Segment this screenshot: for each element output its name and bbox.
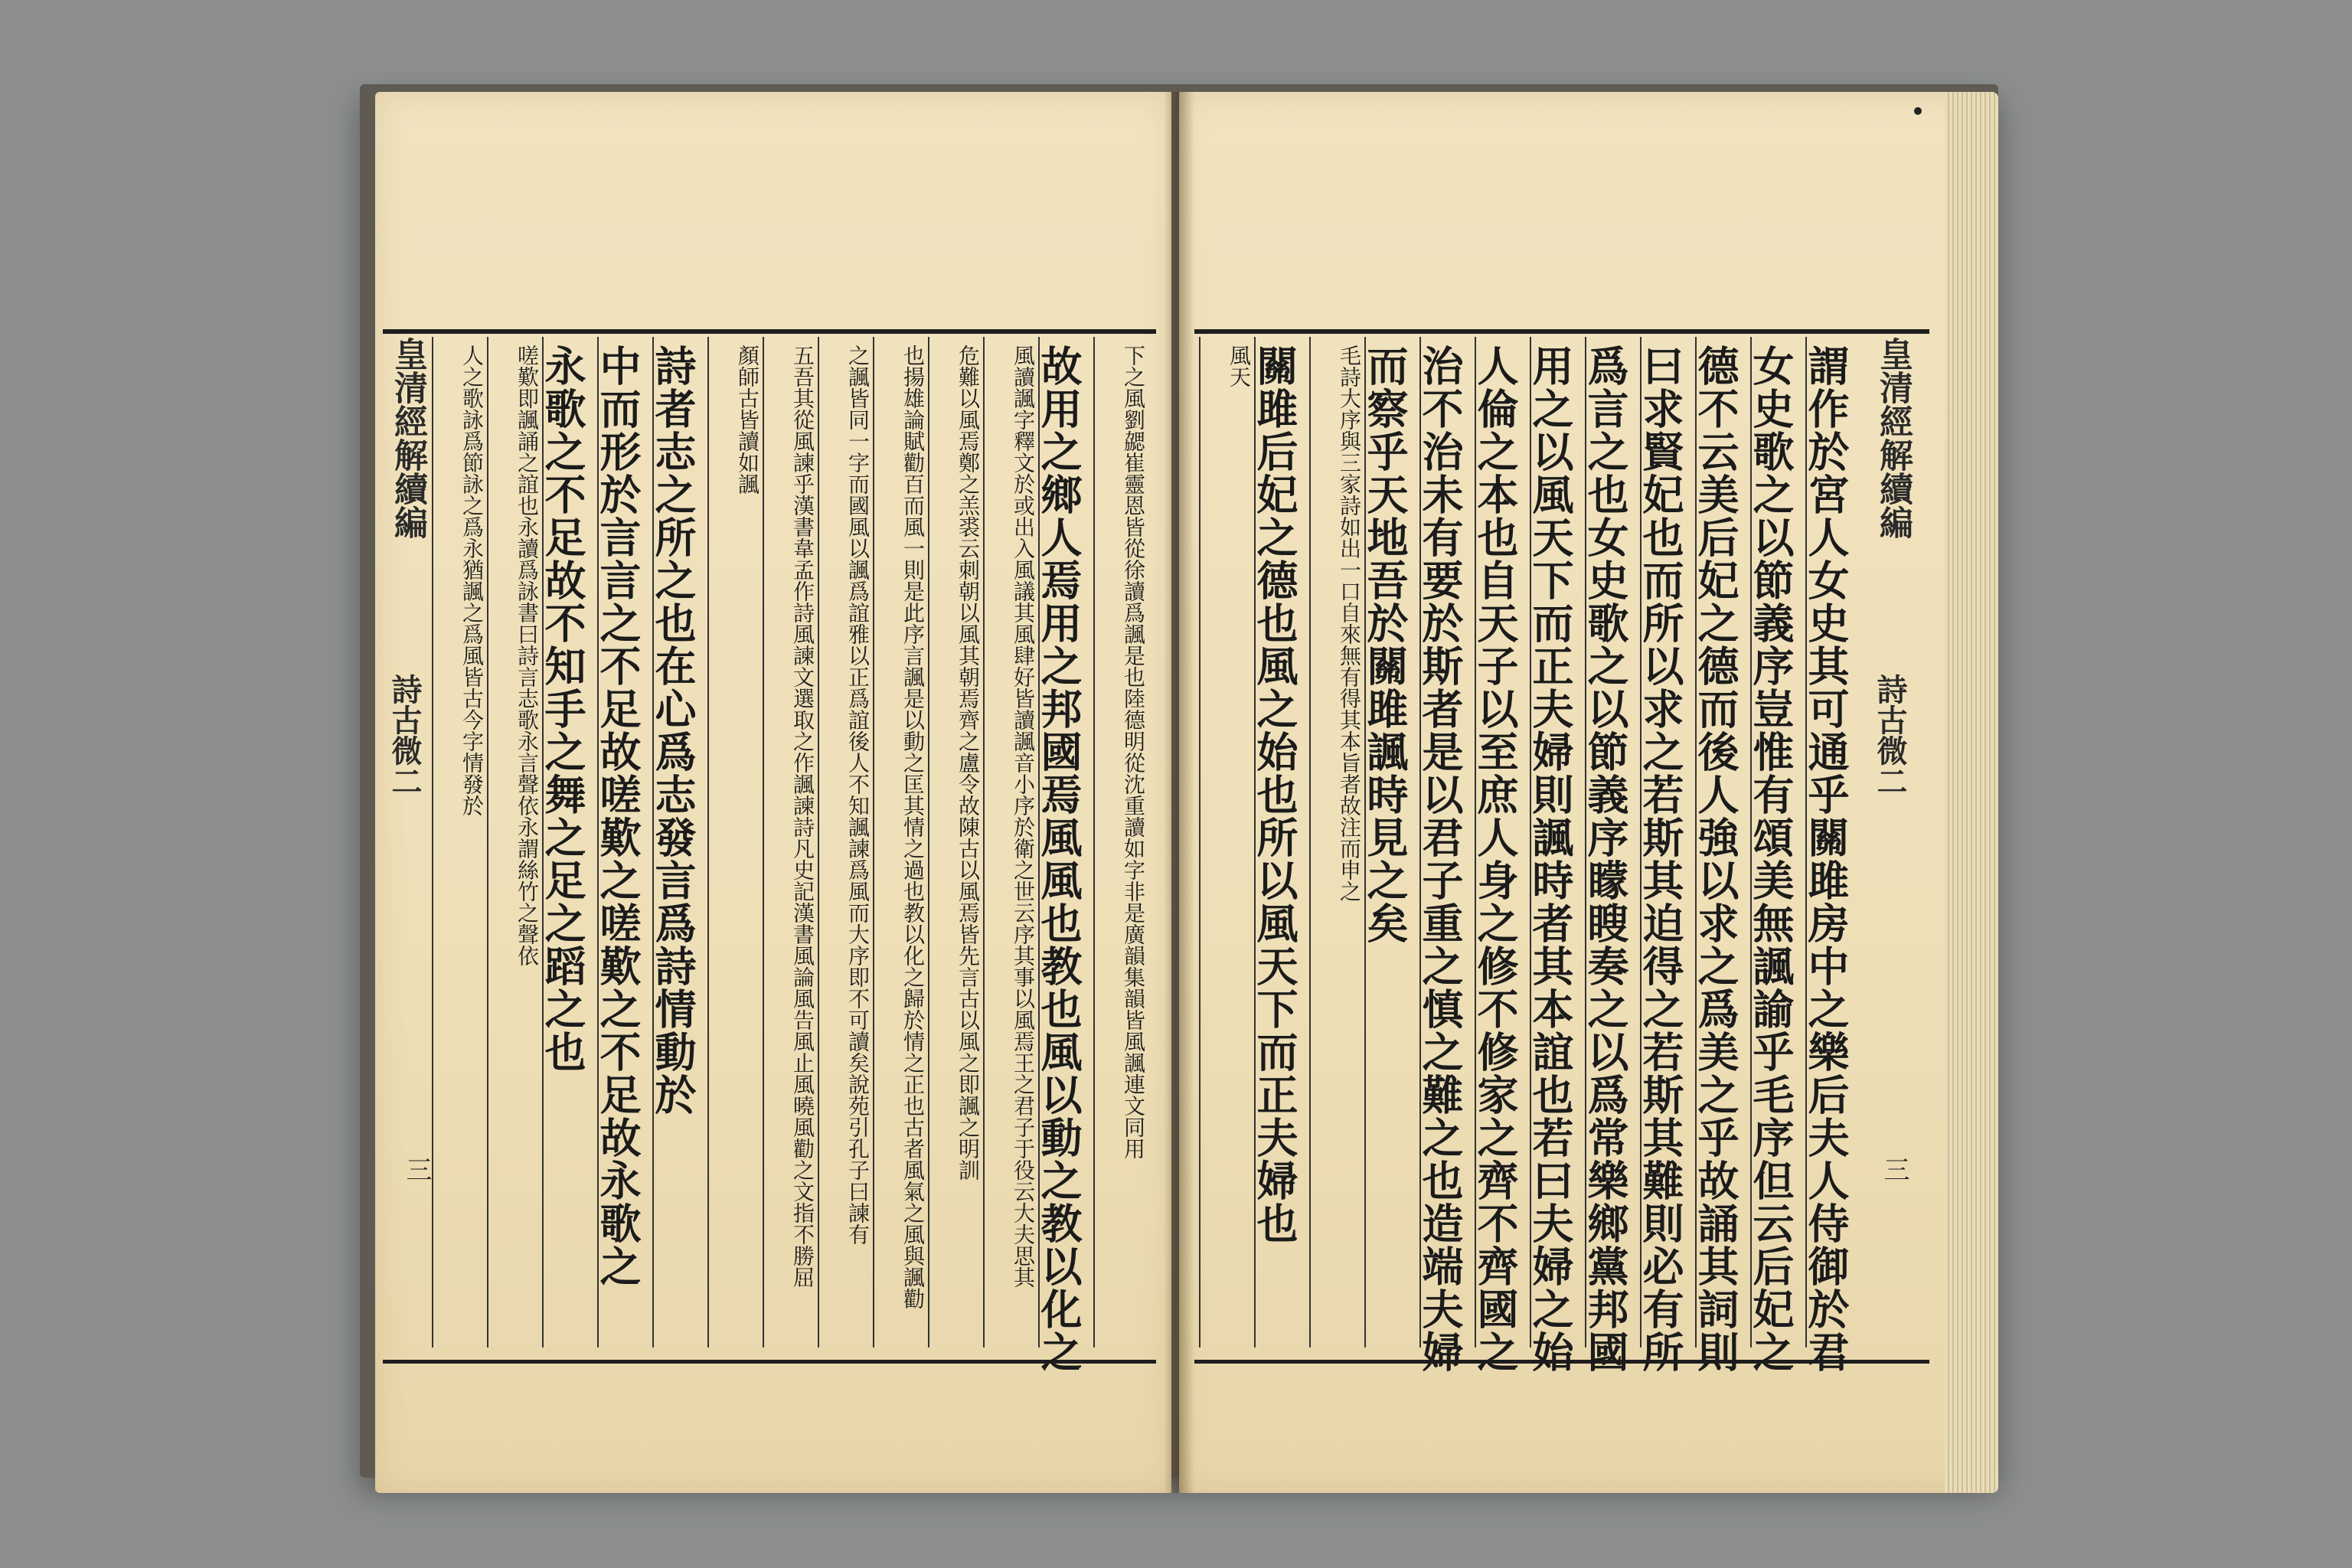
- right-column-11: 關雎后妃之德也風之始也所以風天下而正夫婦也: [1250, 345, 1299, 1245]
- left-margin-section: 詩古微二: [387, 674, 423, 796]
- annotation-line-b: 詩凡史記漢書風論風告風止風曉風勸之文指不勝屈: [790, 816, 815, 1288]
- annotation-line-a: 危難以風焉鄭之羔裘云刺朝以風其朝焉齊之盧令: [956, 345, 981, 795]
- annotation-line-b: 於衛之世云序其事以風焉王之君子于役云大夫思其: [1011, 816, 1036, 1288]
- right-column-1: 謂作於宮人女史其可通乎關雎房中之樂后夫人侍御於君: [1802, 345, 1851, 1374]
- page-edges: [1945, 92, 1998, 1493]
- annotation-line-a: 五吾其從風諫乎漢書韋孟作詩風諫文選取之作諷諫: [790, 345, 815, 816]
- annotation-line-a: 風讀諷字釋文於或出入風議其風肆好皆讀諷音小序: [1011, 345, 1036, 816]
- right-column-7: 人倫之本也自天子以至庶人身之修不修家之齊不齊國之: [1471, 345, 1520, 1374]
- right-column-9: 而察乎天地吾於關雎諷時見之矣: [1361, 345, 1410, 945]
- column-rule: [1199, 337, 1200, 1348]
- right-column-2: 女史歌之以節義序豈惟有頌美無諷諭乎毛序但云后妃之: [1746, 345, 1795, 1374]
- ink-dot: [1914, 107, 1922, 115]
- annotation-line-b: 從沈重讀如字非是廣韻集韻皆風諷連文同用: [1121, 752, 1146, 1159]
- column-rule: [432, 337, 433, 1348]
- annotation-line-b: 之過也教以化之歸於情之正也古者風氣之風與諷勸: [900, 838, 926, 1309]
- left-annotation-3: [987, 345, 1034, 1340]
- left-annotation-6: [822, 345, 869, 1340]
- left-annotation-8: [711, 345, 759, 1340]
- column-rule: [1093, 337, 1095, 1348]
- left-column-2: 故用之鄉人焉用之邦國焉風風也教也風以動之教以化之: [1034, 345, 1083, 1374]
- annotation-line-a: 風: [1227, 345, 1252, 366]
- left-annotation-13: [436, 345, 483, 1340]
- left-annotation-4: [932, 345, 979, 1340]
- annotation-line-b: 故陳古以風焉皆先言古以風之即諷之明訓: [956, 795, 981, 1181]
- annotation-line-a: 人之歌詠爲節詠之爲永猶諷之爲風皆古今字: [459, 345, 485, 752]
- annotation-line-b: 讀如諷: [735, 430, 760, 495]
- left-column-9: 詩者志之所之也在心爲志發言爲詩情動於: [648, 345, 697, 1116]
- annotation-line-a: 顏師古皆: [735, 345, 760, 430]
- annotation-line-a: 也揚雄論賦勸百而風一則是此序言諷是以動之匡其情: [900, 345, 926, 838]
- column-rule: [1309, 337, 1311, 1348]
- annotation-line-b: 諷諫爲風而大序即不可讀矣說苑引孔子曰諫有: [845, 816, 871, 1245]
- annotation-line-a: 嗟歎即諷誦之誼也永讀: [514, 345, 540, 559]
- column-rule: [873, 337, 874, 1348]
- annotation-line-b: 情發於: [459, 752, 485, 816]
- column-rule: [928, 337, 929, 1348]
- column-rule: [763, 337, 764, 1348]
- right-annotation-12: [1203, 345, 1250, 1340]
- right-margin-title: 皇清經解續編: [1873, 337, 1913, 539]
- right-column-8: 治不治未有要於斯者是以君子重之慎之難之也造端夫婦: [1416, 345, 1465, 1374]
- right-column-6: 用之以風天下而正夫婦則諷時者其本誼也若曰夫婦之始: [1526, 345, 1575, 1374]
- annotation-line-a: 下之風劉勰崔靈恩皆從徐讀爲諷是也陸德明: [1121, 345, 1146, 752]
- left-column-11: 永歌之不足故不知手之舞之足之蹈之也: [538, 345, 587, 1073]
- left-annotation-12: [491, 345, 538, 1340]
- left-column-10: 中而形於言言之不足故嗟歎之嗟歎之不足故永歌之: [593, 345, 642, 1288]
- right-column-5: 爲言之也女史歌之以節義序矇瞍奏之以爲常樂鄉黨邦國: [1581, 345, 1630, 1374]
- book-gutter: [1164, 92, 1194, 1493]
- left-annotation-7: [766, 345, 814, 1340]
- left-folio: 三: [401, 1156, 432, 1182]
- right-margin-section: 詩古微二: [1872, 674, 1908, 796]
- annotation-line-a: 之諷皆同一字而國風以諷爲誼雅以正爲誼後人不知: [845, 345, 871, 816]
- column-rule: [818, 337, 819, 1348]
- right-folio: 三: [1879, 1156, 1909, 1182]
- annotation-line-b: 爲詠書曰詩言志歌永言聲依永謂絲竹之聲依: [514, 559, 540, 966]
- left-annotation-5: [877, 345, 924, 1340]
- column-rule: [983, 337, 985, 1348]
- left-margin-title: 皇清經解續編: [388, 337, 427, 539]
- annotation-line-b: 來無有得其本旨者故注而申之: [1337, 623, 1362, 902]
- right-column-3: 德不云美后妃之德而後人強以求之爲美之乎故誦其詞則: [1691, 345, 1740, 1374]
- column-rule: [487, 337, 488, 1348]
- left-annotation-1: [1097, 345, 1145, 1340]
- column-rule: [707, 337, 709, 1348]
- annotation-line-a: 毛詩大序與三家詩如出一口自: [1337, 345, 1362, 623]
- right-annotation-10: [1313, 345, 1361, 1340]
- right-column-4: 曰求賢妃也而所以求之若斯其迫得之若斯其難則必有所: [1636, 345, 1685, 1374]
- annotation-line-b: 天: [1227, 366, 1252, 387]
